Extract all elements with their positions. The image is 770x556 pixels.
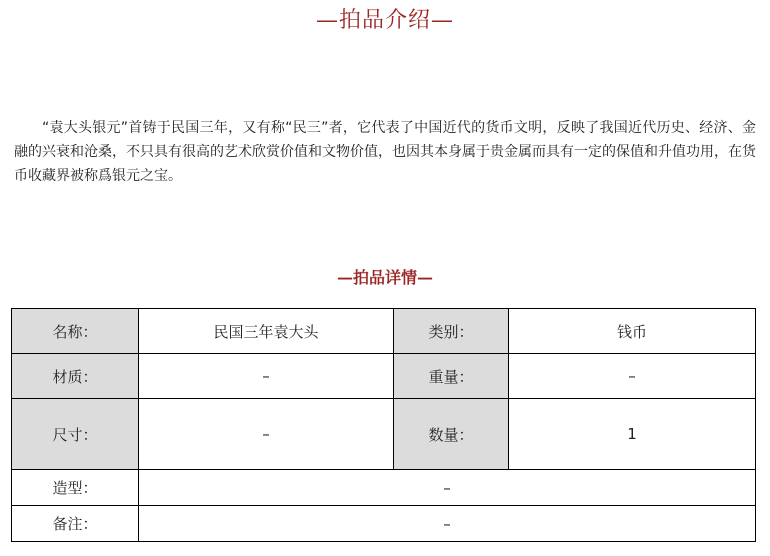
material-label: 材质： [12, 354, 139, 399]
size-value: – [139, 399, 394, 470]
table-row [12, 399, 756, 470]
category-value: 钱币 [509, 309, 756, 354]
table-row [12, 354, 756, 399]
remarks-value: – [139, 506, 756, 542]
intro-title: —拍品介绍— [315, 8, 454, 33]
details-title: —拍品详情— [336, 268, 433, 287]
size-label: 尺寸： [12, 399, 139, 470]
material-value: – [139, 354, 394, 399]
table-row [12, 309, 756, 354]
quantity-label: 数量： [394, 399, 509, 470]
weight-label: 重量： [394, 354, 509, 399]
category-label: 类别： [394, 309, 509, 354]
shape-value: – [139, 470, 756, 506]
shape-label: 造型： [12, 470, 139, 506]
intro-paragraph: “袁大头银元”首铸于民国三年，又有称“民三”者，它代表了中国近代的货币文明，反映了我国近代历史、经济、金融的兴衰和沧桑，不只具有很高的艺术欣赏价值和文物价值，也因其本身属于贵金属而具有一定的保值和升值功用，在货币收藏界被称爲银元之宝。 [14, 120, 756, 184]
quantity-value: 1 [509, 399, 756, 470]
details-table [11, 308, 756, 542]
name-value: 民国三年袁大头 [139, 309, 394, 354]
weight-value: – [509, 354, 756, 399]
table-row [12, 470, 756, 506]
table-row [12, 506, 756, 542]
name-label: 名称： [12, 309, 139, 354]
remarks-label: 备注： [12, 506, 139, 542]
